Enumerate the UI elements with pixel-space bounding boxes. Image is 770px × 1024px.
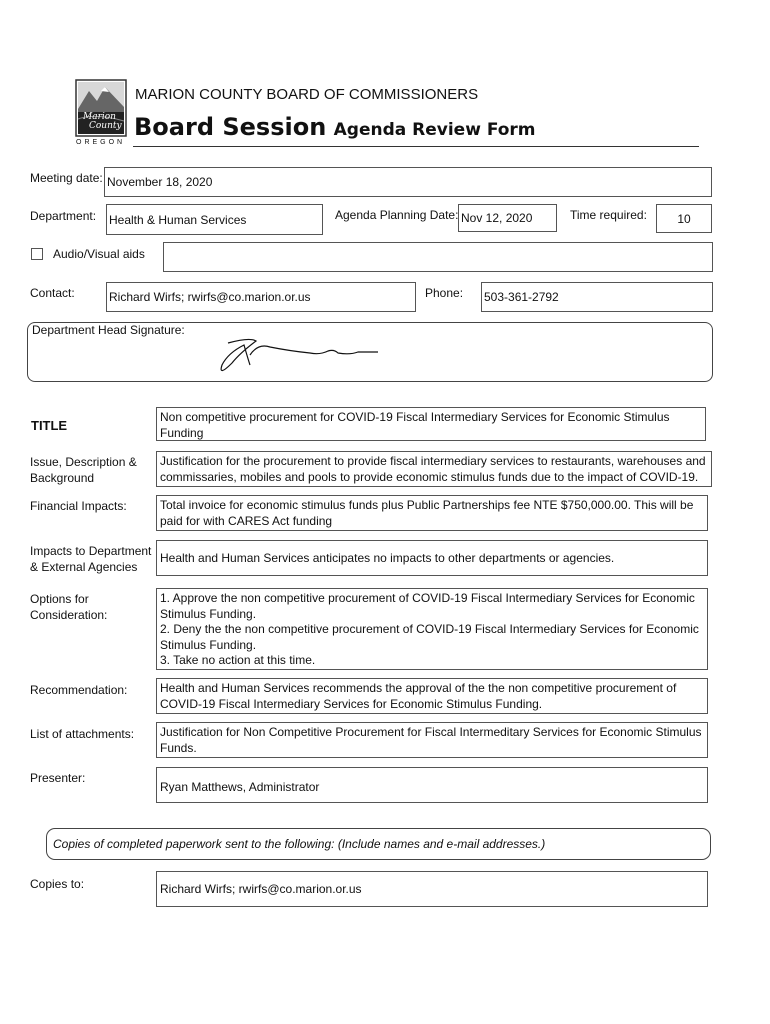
av-label: Audio/Visual aids xyxy=(53,247,145,261)
logo-text-county: County xyxy=(89,121,122,131)
contact-field[interactable]: Richard Wirfs; rwirfs@co.marion.or.us xyxy=(106,282,416,312)
time-required-label: Time required: xyxy=(570,208,647,222)
issue-label: Issue, Description & Background xyxy=(30,455,137,485)
org-name: MARION COUNTY BOARD OF COMMISSIONERS xyxy=(135,86,479,103)
form-title-main: Board Session xyxy=(134,113,327,141)
options-field[interactable] xyxy=(156,588,708,670)
recommendation-field[interactable] xyxy=(156,678,708,714)
copies-value: Richard Wirfs; rwirfs@co.marion.or.us xyxy=(160,882,362,896)
signature-mark xyxy=(210,335,380,375)
financial-field[interactable] xyxy=(156,495,708,531)
av-checkbox[interactable] xyxy=(31,248,43,260)
impacts-value: Health and Human Services anticipates no impacts to other departments or agencies. xyxy=(160,551,615,565)
attachments-field[interactable] xyxy=(156,722,708,758)
attachments-label: List of attachments: xyxy=(30,727,135,741)
impacts-label: Impacts to Department & External Agencies xyxy=(30,544,152,574)
attachments-value: Justification for Non Competitive Procurement for Fiscal Intermeditary Services for Economic Stimulus Funds. xyxy=(160,725,702,755)
title-value: Non competitive procurement for COVID-19 Fiscal Intermediary Services for Economic Stimulus Funding xyxy=(160,410,670,440)
recommendation-value: Health and Human Services recommends the approval of the the non competitive procurement of COVID-19 Fiscal Intermediary Services for Economic Stimulus Funding. xyxy=(160,681,677,711)
issue-field[interactable] xyxy=(156,451,712,487)
options-label: Options for Consideration: xyxy=(30,592,108,622)
presenter-field[interactable] xyxy=(156,767,708,803)
department-label: Department: xyxy=(30,209,97,223)
recommendation-label: Recommendation: xyxy=(30,683,128,697)
time-required-field[interactable]: 10 xyxy=(656,204,712,233)
meeting-date-field[interactable]: November 18, 2020 xyxy=(104,167,712,197)
form-title-sub: Agenda Review Form xyxy=(333,120,536,140)
copies-note-box xyxy=(46,828,711,860)
title-label: TITLE xyxy=(31,418,68,433)
options-value: 1. Approve the non competitive procurement of COVID-19 Fiscal Intermediary Services for Economic Stimulus Funding. 2. Deny the the non competitive procurement of COVID-19 Fiscal Intermediary Services for Economic Stimulus Funding. 3. Take no action at this time. xyxy=(160,591,699,667)
contact-label: Contact: xyxy=(30,286,75,300)
logo-text-marion: Marion xyxy=(83,112,116,122)
financial-value: Total invoice for economic stimulus funds plus Public Partnerships fee NTE $750,000.00. This will be paid for with CARES Act funding xyxy=(160,498,694,528)
meeting-date-label: Meeting date: xyxy=(30,171,103,185)
copies-field[interactable] xyxy=(156,871,708,907)
logo-text-oregon: OREGON xyxy=(76,139,126,146)
county-logo xyxy=(75,79,127,149)
impacts-field[interactable] xyxy=(156,540,708,576)
copies-label: Copies to: xyxy=(30,877,85,891)
title-field[interactable] xyxy=(156,407,706,441)
department-field[interactable]: Health & Human Services xyxy=(106,204,323,235)
phone-label: Phone: xyxy=(425,286,464,300)
form-title xyxy=(134,113,536,141)
copies-note: Copies of completed paperwork sent to the following: (Include names and e-mail addresses.) xyxy=(53,837,546,851)
signature-label: Department Head Signature: xyxy=(32,323,185,337)
presenter-value: Ryan Matthews, Administrator xyxy=(160,780,320,794)
av-field[interactable] xyxy=(163,242,713,272)
financial-label: Financial Impacts: xyxy=(30,499,127,513)
planning-date-field[interactable]: Nov 12, 2020 xyxy=(458,204,557,232)
issue-value: Justification for the procurement to provide fiscal intermediary services to restaurants, warehouses and commissaries, mobiles and pools to provide economic stimulus funds due to the impact of COVID-19. xyxy=(160,454,706,484)
planning-date-label: Agenda Planning Date: xyxy=(335,208,459,222)
phone-field[interactable]: 503-361-2792 xyxy=(481,282,713,312)
presenter-label: Presenter: xyxy=(30,771,86,785)
header-rule xyxy=(133,146,699,147)
